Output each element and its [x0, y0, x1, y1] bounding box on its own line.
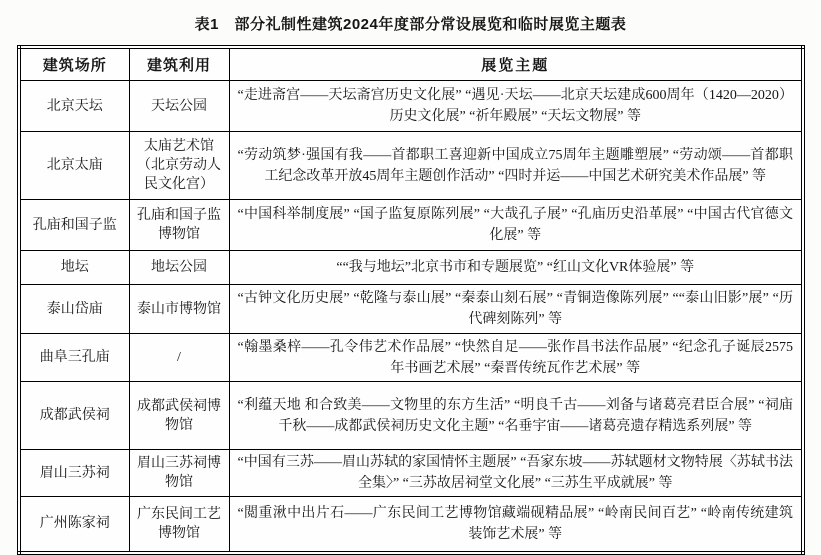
cell-themes: “翰墨桑梓——孔令伟艺术作品展” “快然自足——张作昌书法作品展” “纪念孔子诞辰2575年书画艺术展” “秦晋传统瓦作艺术展” 等 [229, 334, 803, 382]
column-header-themes: 展览主题 [229, 47, 803, 81]
table-row [19, 382, 803, 450]
column-header-use: 建筑利用 [129, 47, 229, 81]
cell-themes: “利蕴天地 和合致美——文物里的东方生活” “明良千古——刘备与诸葛亮君臣合展” “祠庙千秋——成都武侯祠历史文化主题” “名垂宇宙——诸葛亮遗存精选系列展” 等 [229, 382, 803, 450]
cell-place: 眉山三苏祠 [19, 450, 129, 497]
cell-themes: “中国有三苏——眉山苏轼的家国情怀主题展” “吾家东坡——苏轼题材文物特展〈苏轼书法全集〉” “三苏故居祠堂文化展” “三苏生平成就展” 等 [229, 450, 803, 497]
cell-themes: ““我与地坛”北京书市和专题展览” “红山文化VR体验展” 等 [229, 251, 803, 285]
column-header-place: 建筑场所 [19, 47, 129, 81]
cell-use: 广东民间工艺博物馆 [129, 497, 229, 553]
cell-use: 太庙艺术馆（北京劳动人民文化宫） [129, 132, 229, 200]
table-row [19, 81, 803, 132]
cell-place: 北京天坛 [19, 81, 129, 132]
cell-place: 成都武侯祠 [19, 382, 129, 450]
cell-place: 孔庙和国子监 [19, 200, 129, 251]
table-row [19, 497, 803, 553]
exhibition-theme-table [17, 45, 805, 555]
header-row [19, 47, 803, 81]
cell-use: 成都武侯祠博物馆 [129, 382, 229, 450]
cell-place: 地坛 [19, 251, 129, 285]
cell-use: 地坛公园 [129, 251, 229, 285]
table-row [19, 334, 803, 382]
cell-use: / [129, 334, 229, 382]
table-row [19, 200, 803, 251]
table-row [19, 450, 803, 497]
table-row [19, 285, 803, 334]
cell-place: 广州陈家祠 [19, 497, 129, 553]
cell-themes: “中国科举制度展” “国子监复原陈列展” “大哉孔子展” “孔庙历史沿革展” “中国古代官德文化展” 等 [229, 200, 803, 251]
cell-use: 泰山市博物馆 [129, 285, 229, 334]
cell-use: 眉山三苏祠博物馆 [129, 450, 229, 497]
cell-use: 天坛公园 [129, 81, 229, 132]
table-row [19, 132, 803, 200]
table-row [19, 251, 803, 285]
cell-place: 北京太庙 [19, 132, 129, 200]
cell-place: 曲阜三孔庙 [19, 334, 129, 382]
cell-themes: “閲重湫中出片石——广东民间工艺博物馆藏端砚精品展” “岭南民间百艺” “岭南传统建筑装饰艺术展” 等 [229, 497, 803, 553]
page-title: 表1 部分礼制性建筑2024年度部分常设展览和临时展览主题表 [194, 16, 627, 33]
cell-themes: “劳动筑梦·强国有我——首都职工喜迎新中国成立75周年主题雕塑展” “劳动颂——首都职工纪念改革开放45周年主题创作活动” “四时并运——中国艺术研究美术作品展” 等 [229, 132, 803, 200]
cell-place: 泰山岱庙 [19, 285, 129, 334]
cell-themes: “走进斋宫——天坛斋宫历史文化展” “遇见·天坛——北京天坛建成600周年（1420—2020）历史文化展” “祈年殿展” “天坛文物展” 等 [229, 81, 803, 132]
cell-themes: “古钟文化历史展” “乾隆与泰山展” “秦泰山刻石展” “青铜造像陈列展” ““泰山旧影”展” “历代碑刻陈列” 等 [229, 285, 803, 334]
cell-use: 孔庙和国子监博物馆 [129, 200, 229, 251]
